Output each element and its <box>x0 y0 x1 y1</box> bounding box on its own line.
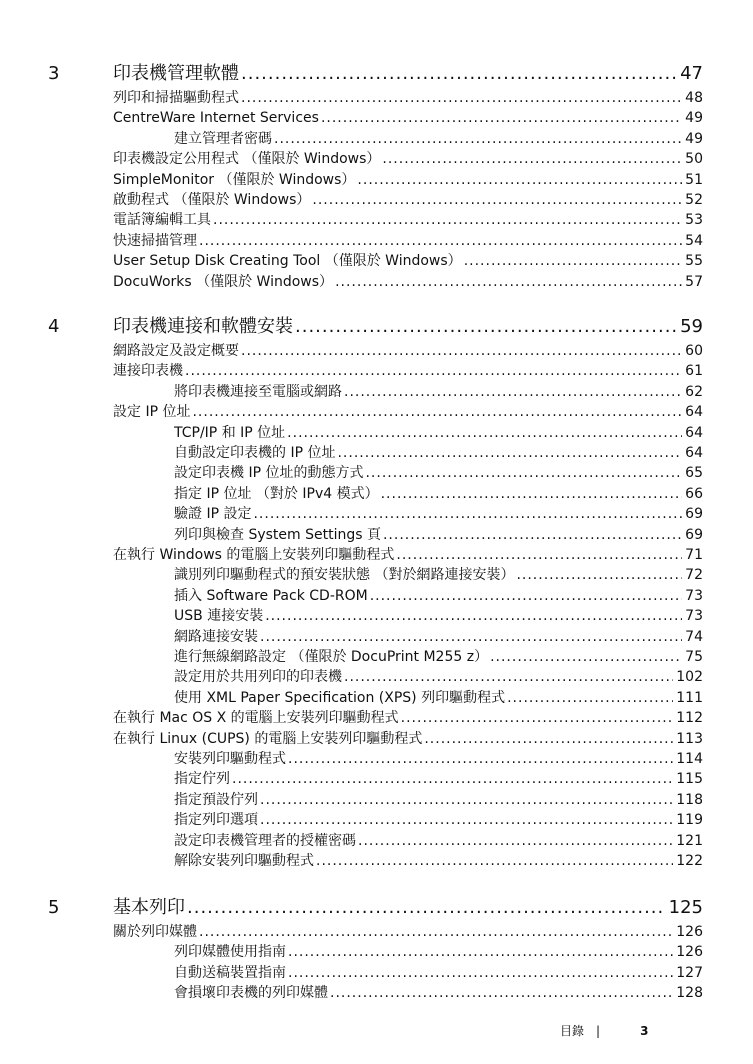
toc-entry[interactable] <box>113 341 703 361</box>
toc-entry-page-number: 54 <box>685 232 703 249</box>
toc-entry-page-number: 64 <box>685 424 703 441</box>
toc-entry[interactable] <box>113 190 703 210</box>
toc-entry-page-number: 111 <box>676 689 703 706</box>
toc-entry[interactable] <box>113 88 703 108</box>
dot-leader <box>316 851 673 871</box>
toc-entry[interactable] <box>174 749 703 769</box>
toc-entry-title: 使用 XML Paper Specification (XPS) 列印驅動程式 <box>174 689 506 706</box>
toc-entry[interactable] <box>113 149 703 169</box>
toc-entry[interactable] <box>113 170 703 190</box>
toc-entry-page-number: 65 <box>685 465 703 482</box>
toc-entry-page-number: 121 <box>676 832 703 849</box>
toc-entry-title: 連接印表機 <box>113 363 183 380</box>
toc-entry-page-number: 113 <box>676 730 703 747</box>
toc-entry-title: TCP/IP 和 IP 位址 <box>174 424 286 441</box>
chapter-heading-page-number: 47 <box>680 63 703 84</box>
toc-entry-page-number: 69 <box>685 506 703 523</box>
toc-entry-page-number: 57 <box>685 273 703 290</box>
toc-entry[interactable] <box>113 361 703 381</box>
toc-entry-title: CentreWare Internet Services <box>113 110 319 127</box>
chapter-number: 5 <box>48 897 60 918</box>
toc-entry[interactable] <box>174 688 703 708</box>
dot-leader <box>365 463 682 483</box>
toc-entry-title: 指定佇列 <box>174 771 230 788</box>
toc-entry-title: 識別列印驅動程式的預安裝狀態 （對於網路連接安裝） <box>174 567 515 584</box>
dot-leader <box>330 983 673 1003</box>
toc-entry-title: 電話簿編輯工具 <box>113 212 211 229</box>
chapter-number: 4 <box>48 316 60 337</box>
toc-entry-page-number: 55 <box>685 253 703 270</box>
dot-leader <box>358 831 673 851</box>
dot-leader <box>381 484 683 504</box>
chapter-heading[interactable] <box>113 63 703 85</box>
toc-entry-page-number: 60 <box>685 343 703 359</box>
toc-entry[interactable] <box>174 504 703 524</box>
toc-entry-title: 設定印表機管理者的授權密碼 <box>174 832 356 849</box>
dot-leader <box>265 606 682 626</box>
toc-entry[interactable] <box>174 463 703 483</box>
toc-entry[interactable] <box>174 382 703 402</box>
toc-entry-title: 列印媒體使用指南 <box>174 944 286 961</box>
chapter-heading-title: 印表機管理軟體 <box>113 63 239 84</box>
toc-entry[interactable] <box>113 708 703 728</box>
chapter-heading-page-number: 59 <box>680 316 703 337</box>
toc-entry-page-number: 49 <box>685 130 703 147</box>
toc-entry[interactable] <box>174 963 703 983</box>
toc-entry-title: 設定印表機 IP 位址的動態方式 <box>174 465 364 482</box>
toc-entry-title: 指定 IP 位址 （對於 IPv4 模式） <box>174 485 379 502</box>
toc-entry[interactable] <box>174 586 703 606</box>
dot-leader <box>401 708 674 728</box>
toc-entry-title: 在執行 Mac OS X 的電腦上安裝列印驅動程式 <box>113 710 399 727</box>
toc-entry[interactable] <box>174 942 703 962</box>
chapter-heading[interactable] <box>113 316 703 338</box>
toc-entry[interactable] <box>174 831 703 851</box>
toc-entry-title: 在執行 Windows 的電腦上安裝列印驅動程式 <box>113 547 395 563</box>
toc-entry-title: 指定預設佇列 <box>174 791 258 808</box>
dot-leader <box>192 402 682 422</box>
toc-entry-title: 會損壞印表機的列印媒體 <box>174 985 328 1002</box>
dot-leader <box>260 627 682 647</box>
toc-entry-page-number: 74 <box>685 628 703 645</box>
dot-leader <box>260 790 673 810</box>
toc-entry-page-number: 52 <box>685 192 703 208</box>
toc-entry-title: 進行無線網路設定 （僅限於 DocuPrint M255 z） <box>174 649 489 665</box>
dot-leader <box>199 231 682 251</box>
toc-entry-page-number: 49 <box>685 110 703 127</box>
dot-leader <box>288 963 673 983</box>
toc-entry[interactable] <box>174 606 703 626</box>
toc-entry-page-number: 126 <box>676 944 703 961</box>
toc-entry-title: 插入 Software Pack CD-ROM <box>174 587 368 604</box>
chapter-heading-title: 印表機連接和軟體安裝 <box>113 316 293 337</box>
dot-leader <box>490 647 682 667</box>
toc-entry-page-number: 71 <box>685 547 703 563</box>
toc-entry-title: USB 連接安裝 <box>174 608 264 625</box>
chapter-heading-page-number: 125 <box>668 897 703 918</box>
toc-entry-title: 自動送稿裝置指南 <box>174 964 286 981</box>
dot-leader <box>382 149 682 169</box>
toc-entry[interactable] <box>174 565 703 585</box>
dot-leader <box>312 190 682 210</box>
toc-entry-page-number: 62 <box>685 383 703 400</box>
dot-leader <box>232 769 673 789</box>
footer-page-number: 3 <box>640 1024 649 1038</box>
toc-entry[interactable] <box>174 484 703 504</box>
toc-entry[interactable] <box>174 667 703 687</box>
dot-leader <box>187 897 666 919</box>
toc-entry-title: 將印表機連接至電腦或網路 <box>174 383 342 400</box>
dot-leader <box>516 565 682 585</box>
toc-entry[interactable] <box>174 627 703 647</box>
toc-entry-title: DocuWorks （僅限於 Windows） <box>113 273 334 290</box>
toc-entry[interactable] <box>174 790 703 810</box>
toc-entry-title: 啟動程式 （僅限於 Windows） <box>113 192 311 208</box>
toc-entry[interactable] <box>113 210 703 230</box>
toc-entry[interactable] <box>113 231 703 251</box>
toc-entry-title: 設定用於共用列印的印表機 <box>174 669 342 686</box>
dot-leader <box>424 729 673 749</box>
dot-leader <box>241 88 682 108</box>
toc-entry-title: 安裝列印驅動程式 <box>174 751 286 767</box>
toc-entry[interactable] <box>113 729 703 749</box>
toc-entry[interactable] <box>174 423 703 443</box>
toc-entry-title: 在執行 Linux (CUPS) 的電腦上安裝列印驅動程式 <box>113 730 423 747</box>
toc-entry-page-number: 64 <box>685 404 703 421</box>
toc-entry-page-number: 126 <box>676 924 703 940</box>
dot-leader <box>344 667 673 687</box>
toc-entry-page-number: 51 <box>685 171 703 188</box>
toc-entry-title: 關於列印媒體 <box>113 924 197 940</box>
toc-entry[interactable] <box>113 251 703 271</box>
toc-entry-page-number: 50 <box>685 151 703 168</box>
toc-entry-page-number: 75 <box>685 649 703 665</box>
dot-leader <box>321 108 682 128</box>
toc-entry-page-number: 127 <box>676 964 703 981</box>
toc-entry-page-number: 115 <box>676 771 703 788</box>
chapter-number: 3 <box>48 63 60 84</box>
toc-entry-title: 網路設定及設定概要 <box>113 343 239 359</box>
toc-entry[interactable] <box>113 108 703 128</box>
dot-leader <box>241 63 677 85</box>
dot-leader <box>357 170 682 190</box>
toc-entry-page-number: 66 <box>685 485 703 502</box>
page-footer <box>560 1023 648 1039</box>
dot-leader <box>370 586 682 606</box>
dot-leader <box>383 525 682 545</box>
dot-leader <box>274 129 682 149</box>
toc-entry-title: 建立管理者密碼 <box>174 130 272 147</box>
toc-entry-title: SimpleMonitor （僅限於 Windows） <box>113 171 356 188</box>
toc-entry-title: 列印和掃描驅動程式 <box>113 90 239 106</box>
toc-entry-page-number: 114 <box>676 751 703 767</box>
toc-entry-title: User Setup Disk Creating Tool （僅限於 Windows） <box>113 253 462 270</box>
toc-entry-page-number: 112 <box>676 710 703 727</box>
toc-entry-title: 網路連接安裝 <box>174 628 258 645</box>
dot-leader <box>241 341 682 361</box>
toc-entry[interactable] <box>174 769 703 789</box>
toc-entry-title: 自動設定印表機的 IP 位址 <box>174 445 336 461</box>
dot-leader <box>507 688 673 708</box>
toc-entry-title: 列印與檢查 System Settings 頁 <box>174 526 381 543</box>
toc-entry-page-number: 122 <box>676 853 703 869</box>
toc-entry[interactable] <box>174 443 703 463</box>
toc-entry[interactable] <box>113 545 703 565</box>
toc-entry-page-number: 73 <box>685 587 703 604</box>
dot-leader <box>344 382 682 402</box>
toc-entry-page-number: 73 <box>685 608 703 625</box>
toc-entry[interactable] <box>113 402 703 422</box>
toc-entry-page-number: 119 <box>676 812 703 829</box>
toc-entry-page-number: 128 <box>676 985 703 1002</box>
dot-leader <box>287 423 682 443</box>
dot-leader <box>213 210 682 230</box>
dot-leader <box>396 545 682 565</box>
dot-leader <box>260 810 673 830</box>
toc-entry[interactable] <box>174 525 703 545</box>
toc-entry-title: 印表機設定公用程式 （僅限於 Windows） <box>113 151 381 168</box>
toc-entry-title: 快速掃描管理 <box>113 232 197 249</box>
chapter-heading[interactable] <box>113 897 703 919</box>
toc-entry[interactable] <box>174 129 703 149</box>
toc-entry-title: 解除安裝列印驅動程式 <box>174 853 314 869</box>
dot-leader <box>335 272 682 292</box>
toc-entry-page-number: 69 <box>685 526 703 543</box>
toc-entry-page-number: 64 <box>685 445 703 461</box>
chapter-heading-title: 基本列印 <box>113 897 185 918</box>
toc-entry-title: 指定列印選項 <box>174 812 258 829</box>
dot-leader <box>464 251 682 271</box>
toc-entry[interactable] <box>113 922 703 942</box>
toc-entry-page-number: 61 <box>685 363 703 380</box>
toc-entry-page-number: 48 <box>685 90 703 106</box>
dot-leader <box>288 942 673 962</box>
dot-leader <box>199 922 673 942</box>
toc-entry[interactable] <box>174 983 703 1003</box>
toc-entry[interactable] <box>174 810 703 830</box>
dot-leader <box>288 749 673 769</box>
toc-entry-page-number: 118 <box>676 791 703 808</box>
toc-entry-title: 設定 IP 位址 <box>113 404 191 421</box>
toc-entry[interactable] <box>174 647 703 667</box>
toc-entry[interactable] <box>174 851 703 871</box>
toc-entry-title: 驗證 IP 設定 <box>174 506 252 523</box>
footer-section-label: 目錄 <box>560 1024 585 1038</box>
footer-separator: | <box>596 1024 601 1038</box>
toc-entry-page-number: 53 <box>685 212 703 229</box>
dot-leader <box>295 316 677 338</box>
dot-leader <box>337 443 682 463</box>
toc-entry-page-number: 102 <box>676 669 703 686</box>
toc-entry-page-number: 72 <box>685 567 703 584</box>
dot-leader <box>253 504 682 524</box>
dot-leader <box>185 361 682 381</box>
toc-entry[interactable] <box>113 272 703 292</box>
